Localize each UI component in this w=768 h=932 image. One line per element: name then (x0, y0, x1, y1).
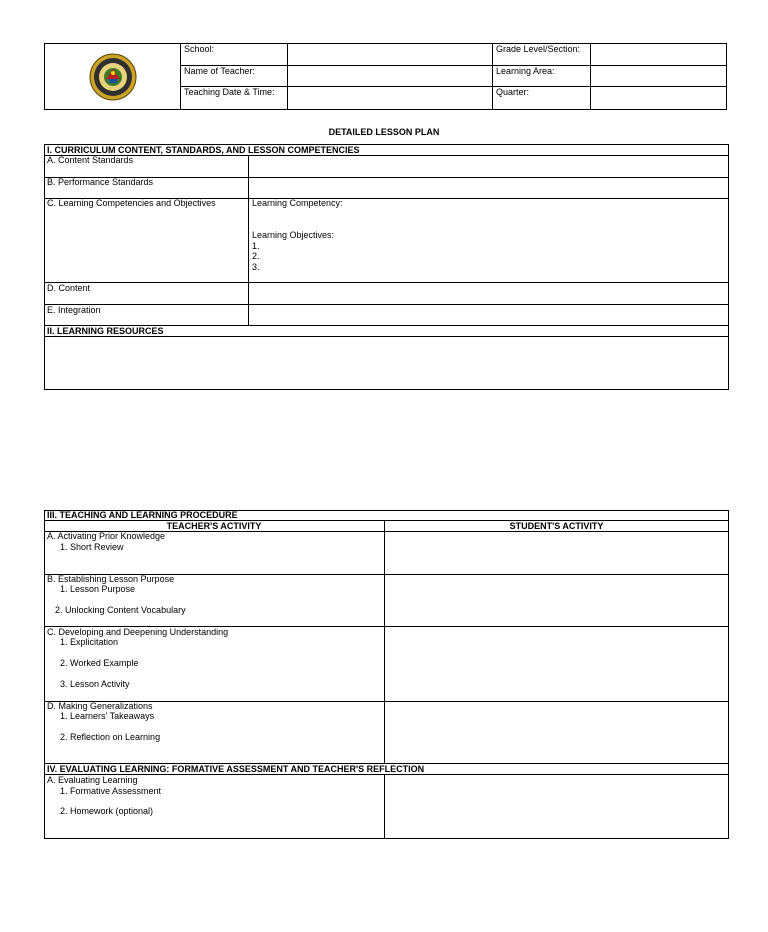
student-activity-header: STUDENT'S ACTIVITY (509, 521, 604, 531)
row-line (44, 774, 729, 775)
deepening-understanding-label: C. Developing and Deepening Understanding (47, 627, 229, 637)
header-row-line (180, 65, 727, 66)
lesson-activity-label: 3. Lesson Activity (60, 679, 130, 689)
section-3-heading: III. TEACHING AND LEARNING PROCEDURE (47, 510, 238, 520)
row-line (44, 282, 729, 283)
school-label: School: (184, 44, 215, 54)
section-2-heading: II. LEARNING RESOURCES (47, 326, 164, 336)
objective-item: 1. (252, 241, 260, 251)
lesson-purpose-section-label: B. Establishing Lesson Purpose (47, 574, 175, 584)
column-divider (248, 155, 249, 325)
header-divider (492, 43, 493, 110)
formative-assessment-label: 1. Formative Assessment (60, 786, 162, 796)
page-title: DETAILED LESSON PLAN (328, 127, 440, 137)
column-divider (384, 774, 385, 839)
unlocking-vocabulary-label: 2. Unlocking Content Vocabulary (55, 605, 186, 615)
section-4-heading: IV. EVALUATING LEARNING: FORMATIVE ASSESSMENT AND TEACHER'S REFLECTION (47, 764, 425, 774)
content-standards-label: A. Content Standards (47, 155, 134, 165)
integration-label: E. Integration (47, 305, 101, 315)
column-divider (384, 520, 385, 763)
teacher-activity-header: TEACHER'S ACTIVITY (166, 521, 262, 531)
content-label: D. Content (47, 283, 91, 293)
competencies-label: C. Learning Competencies and Objectives (47, 198, 216, 208)
row-line (44, 304, 729, 305)
row-line (44, 336, 729, 337)
evaluating-learning-label: A. Evaluating Learning (47, 775, 138, 785)
learning-area-label: Learning Area: (496, 66, 555, 76)
objective-item: 2. (252, 251, 260, 261)
learners-takeaways-label: 1. Learners' Takeaways (60, 711, 155, 721)
header-divider (287, 43, 288, 110)
learning-objectives-label: Learning Objectives: (252, 230, 335, 240)
university-seal-icon (89, 53, 137, 101)
lesson-purpose-label: 1. Lesson Purpose (60, 584, 136, 594)
performance-standards-label: B. Performance Standards (47, 177, 154, 187)
header-table (44, 43, 727, 110)
explicitation-label: 1. Explicitation (60, 637, 119, 647)
homework-label: 2. Homework (optional) (60, 806, 154, 816)
worked-example-label: 2. Worked Example (60, 658, 139, 668)
section-1-heading: I. CURRICULUM CONTENT, STANDARDS, AND LESSON COMPETENCIES (47, 145, 360, 155)
short-review-label: 1. Short Review (60, 542, 124, 552)
teaching-datetime-label: Teaching Date & Time: (184, 87, 275, 97)
teacher-name-label: Name of Teacher: (184, 66, 255, 76)
objective-item: 3. (252, 262, 260, 272)
quarter-label: Quarter: (496, 87, 530, 97)
making-generalizations-label: D. Making Generalizations (47, 701, 153, 711)
reflection-on-learning-label: 2. Reflection on Learning (60, 732, 161, 742)
activating-prior-knowledge-label: A. Activating Prior Knowledge (47, 531, 166, 541)
header-divider (590, 43, 591, 110)
learning-competency-label: Learning Competency: (252, 198, 343, 208)
row-line (44, 155, 729, 156)
grade-level-label: Grade Level/Section: (496, 44, 581, 54)
header-divider (180, 43, 181, 110)
